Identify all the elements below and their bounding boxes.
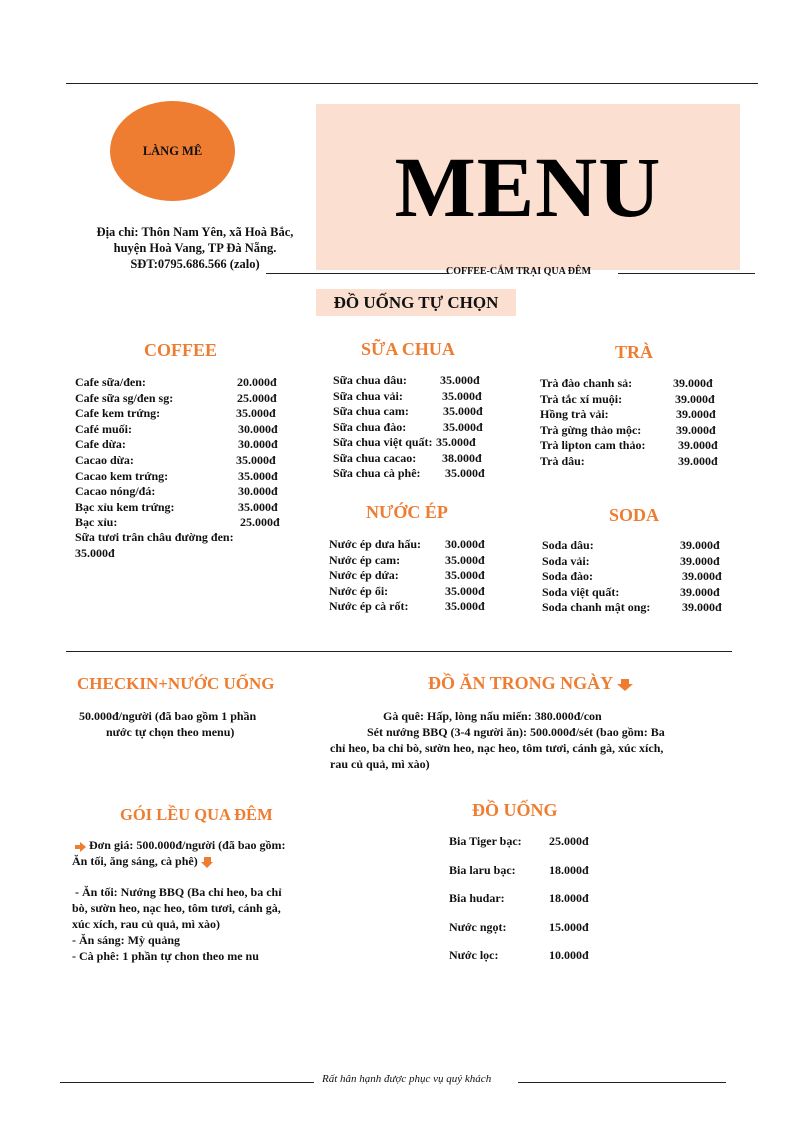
drinks-item-price: 18.000đ — [549, 891, 589, 906]
soda-item-price: 39.000đ — [680, 584, 720, 599]
tea-item-name: Trà lipton cam thảo: — [540, 438, 646, 453]
soda-item-name: Soda chanh mật ong: — [542, 600, 651, 615]
logo-circle — [110, 101, 235, 201]
yogurt-item-price: 35.000đ — [440, 373, 480, 387]
arrow-down-icon — [617, 679, 633, 691]
checkin-heading: CHECKIN+NƯỚC UỐNG — [77, 674, 275, 693]
yogurt-item-name: Sữa chua cam: — [333, 404, 409, 418]
yogurt-item-price: 35.000đ — [436, 435, 476, 449]
coffee-item-price: 35.000đ — [238, 468, 278, 483]
food-heading-text: ĐỒ ĂN TRONG NGÀY — [428, 673, 613, 693]
coffee-item-name: Cacao kem trứng: — [75, 468, 169, 483]
drinks-heading: ĐỒ UỐNG — [472, 800, 558, 820]
coffee-item-name: Cafe dừa: — [75, 437, 126, 452]
yogurt-item-price: 35.000đ — [443, 404, 483, 418]
coffee-item-price: 25.000đ — [240, 515, 280, 530]
yogurt-heading: SỮA CHUA — [361, 339, 455, 359]
yogurt-item-price: 38.000đ — [442, 450, 482, 465]
coffee-heading: COFFEE — [144, 340, 218, 360]
juice-item-price: 35.000đ — [445, 599, 485, 613]
tea-heading: TRÀ — [615, 342, 654, 362]
tent-detail-5: - Cà phê: 1 phần tự chon theo me nu — [72, 949, 259, 963]
tent-price-text-1: Đơn giá: 500.000đ/người (đã bao gồm: — [89, 838, 286, 852]
yogurt-item-name: Sữa chua vải: — [333, 388, 403, 403]
tent-detail-2: bò, sườn heo, nạc heo, tôm tươi, cánh gà, — [72, 901, 281, 915]
juice-item-name: Nước ép dưa hấu: — [329, 537, 422, 551]
coffee-item-name: Cacao nóng/đá: — [75, 484, 156, 499]
coffee-item-name: Café muối: — [75, 421, 132, 436]
yogurt-item-price: 35.000đ — [445, 466, 485, 480]
coffee-item-name: Cacao dừa: — [75, 453, 134, 467]
footer-divider-right — [518, 1082, 726, 1083]
soda-item-price: 39.000đ — [680, 538, 720, 552]
middle-divider — [66, 651, 732, 652]
address-block — [80, 224, 310, 272]
yogurt-item-price: 35.000đ — [443, 419, 483, 434]
tent-detail-1: - Ăn tối: Nướng BBQ (Ba chỉ heo, ba chỉ — [72, 885, 282, 899]
phone-line: SĐT:0795.686.566 (zalo) — [130, 257, 260, 271]
food-line-4: rau củ quả, mì xào) — [330, 757, 430, 771]
drinks-item-name: Bia laru bạc: — [449, 862, 516, 877]
food-heading — [428, 673, 633, 694]
coffee-item-price: 25.000đ — [237, 390, 277, 405]
coffee-item-price: 35.000đ — [236, 406, 276, 421]
top-divider — [66, 83, 758, 84]
juice-item-price: 35.000đ — [445, 552, 485, 567]
section-title: ĐỒ UỐNG TỰ CHỌN — [316, 289, 516, 316]
drinks-item-price: 25.000đ — [549, 834, 589, 848]
soda-item-price: 39.000đ — [682, 569, 722, 584]
tent-detail-4: - Ăn sáng: Mỳ quảng — [72, 933, 181, 947]
yogurt-item-name: Sữa chua đào: — [333, 419, 407, 434]
arrow-down-icon — [201, 857, 214, 868]
tea-item-price: 39.000đ — [673, 376, 713, 390]
coffee-extra-line-1: Sữa tươi trân châu đường đen: — [75, 530, 234, 544]
yogurt-item-price: 35.000đ — [442, 388, 482, 403]
coffee-item-price: 20.000đ — [237, 375, 277, 389]
drinks-item-name: Nước lọc: — [449, 948, 499, 963]
address-line-1: Địa chỉ: Thôn Nam Yên, xã Hoà Bắc, — [96, 225, 294, 239]
menu-title: MENU — [394, 139, 662, 235]
juice-item-price: 35.000đ — [445, 568, 485, 582]
tea-item-name: Trà gừng thảo mộc: — [540, 422, 642, 437]
tea-item-name: Hồng trà vải: — [540, 407, 609, 422]
drinks-item-name: Nước ngọt: — [449, 919, 507, 934]
arrow-right-icon — [75, 842, 86, 851]
coffee-item-name: Bạc xỉu: — [75, 515, 118, 530]
drinks-item-price: 10.000đ — [549, 948, 589, 963]
drinks-item-name: Bia hudar: — [449, 891, 505, 906]
address-line-2: huyện Hoà Vang, TP Đà Nẵng. — [113, 241, 277, 255]
tagline-divider-left — [266, 273, 449, 274]
coffee-item-price: 30.000đ — [238, 421, 278, 436]
juice-item-price: 35.000đ — [445, 583, 485, 598]
checkin-line-1: 50.000đ/người (đã bao gồm 1 phần — [79, 709, 257, 723]
coffee-item-name: Bạc xỉu kem trứng: — [75, 499, 175, 514]
juice-item-name: Nước ép cam: — [329, 552, 401, 567]
logo-text: LÀNG MÊ — [142, 143, 203, 158]
coffee-item-name: Cafe sữa/đen: — [75, 375, 146, 389]
tea-item-name: Trà tắc xí muội: — [540, 391, 623, 406]
juice-item-name: Nước ép ổi: — [329, 583, 389, 598]
tent-price-text-2: Ăn tối, ăng sáng, cà phê) — [72, 854, 198, 868]
juice-item-name: Nước ép dứa: — [329, 568, 399, 582]
soda-item-name: Soda dâu: — [542, 538, 594, 552]
tea-item-price: 39.000đ — [676, 407, 716, 422]
coffee-item-price: 30.000đ — [238, 484, 278, 499]
footer-divider-left — [60, 1082, 314, 1083]
yogurt-item-name: Sữa chua dâu: — [333, 373, 407, 387]
checkin-line-2: nước tự chọn theo menu) — [106, 725, 235, 739]
coffee-item-name: Cafe kem trứng: — [75, 406, 161, 421]
soda-item-name: Soda đào: — [542, 569, 594, 584]
soda-item-price: 39.000đ — [682, 600, 722, 615]
tent-heading: GÓI LỀU QUA ĐÊM — [120, 805, 273, 824]
soda-item-name: Soda việt quất: — [542, 584, 620, 599]
drinks-item-price: 18.000đ — [549, 862, 589, 877]
yogurt-item-name: Sữa chua việt quất: — [333, 435, 433, 449]
coffee-item-price: 30.000đ — [238, 437, 278, 452]
tea-item-price: 39.000đ — [678, 454, 718, 468]
tagline: COFFEE-CẮM TRẠI QUA ĐÊM — [446, 266, 592, 277]
juice-item-price: 30.000đ — [445, 537, 485, 551]
tea-item-price: 39.000đ — [678, 438, 718, 453]
yogurt-item-name: Sữa chua cà phê: — [333, 466, 421, 480]
tea-item-name: Trà dâu: — [540, 454, 585, 468]
tagline-divider-right — [618, 273, 755, 274]
coffee-extra-line-2: 35.000đ — [75, 546, 115, 560]
tent-price-line-2 — [72, 853, 214, 869]
coffee-item-price: 35.000đ — [238, 499, 278, 514]
tent-price-line-1 — [75, 837, 286, 853]
yogurt-item-name: Sữa chua cacao: — [333, 450, 417, 465]
food-line-3: chỉ heo, ba chỉ bò, sườn heo, nạc heo, tôm tươi, cánh gà, xúc xích, — [330, 741, 664, 755]
soda-heading: SODA — [609, 505, 660, 525]
coffee-item-name: Cafe sữa sg/đen sg: — [75, 390, 174, 405]
food-line-1: Gà quê: Hấp, lòng nấu miến: 380.000đ/con — [383, 709, 602, 723]
food-line-2: Sét nướng BBQ (3-4 người ăn): 500.000đ/sét (bao gồm: Ba — [367, 725, 665, 739]
juice-heading: NƯỚC ÉP — [366, 502, 448, 522]
tea-item-price: 39.000đ — [675, 391, 715, 406]
soda-item-price: 39.000đ — [680, 553, 720, 568]
footer-text: Rất hân hạnh được phục vụ quý khách — [322, 1073, 492, 1085]
tent-detail-3: xúc xích, rau củ quả, mì xào) — [72, 917, 221, 931]
juice-item-name: Nước ép cà rốt: — [329, 599, 409, 613]
tea-item-name: Trà đào chanh sả: — [540, 376, 633, 390]
coffee-item-price: 35.000đ — [236, 453, 276, 467]
drinks-item-price: 15.000đ — [549, 919, 589, 934]
tea-item-price: 39.000đ — [676, 422, 716, 437]
soda-item-name: Soda vải: — [542, 553, 590, 568]
drinks-item-name: Bia Tiger bạc: — [449, 834, 522, 848]
